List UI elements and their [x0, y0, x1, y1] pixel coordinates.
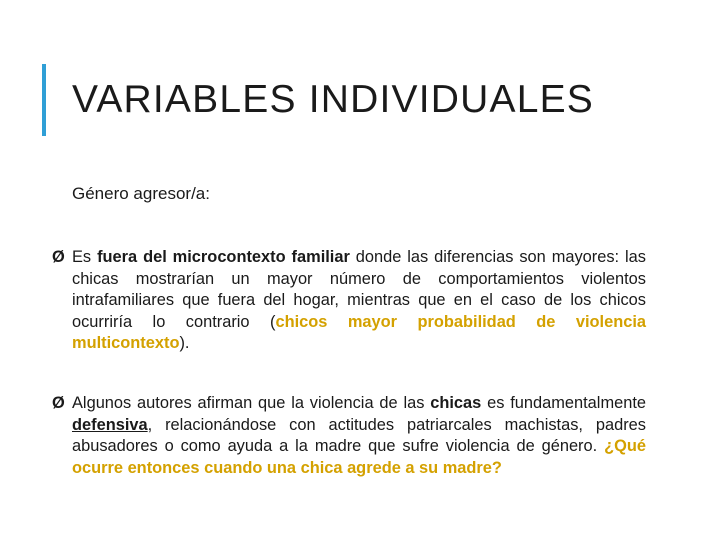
bullet-paragraph-1: [52, 247, 646, 355]
bullet-2-highlight-question: ¿Qué ocurre entonces cuando una chica agrede a su madre?: [72, 437, 646, 477]
bullet-1-emphasis: fuera del microcontexto familiar: [97, 248, 350, 266]
arrow-bullet-icon: Ø: [52, 394, 65, 412]
bullet-1-text-b: donde las diferencias son mayores: las chicas mostrarían un mayor número de comportamientos violentos intrafamiliares que fuera del hogar, mientras que en el caso de los chicos ocurriría lo contrario (: [72, 248, 646, 331]
arrow-bullet-icon: Ø: [52, 248, 65, 266]
slide-title: VARIABLES INDIVIDUALES: [72, 78, 595, 121]
bullet-2-text-a: Algunos autores afirman que la violencia de las: [72, 394, 431, 412]
bullet-paragraph-2: [52, 393, 646, 479]
bullet-2-text-c: , relacionándose con actitudes patriarcales machistas, padres abusadores o como ayuda a la madre que sufre violencia de género.: [72, 415, 646, 455]
section-subtitle: Género agresor/a:: [72, 184, 210, 203]
bullet-2-emphasis-chicas: chicas: [430, 394, 482, 412]
bullet-1-text-a: Es: [72, 248, 98, 266]
bullet-1-text-c: ).: [179, 334, 190, 352]
bullet-1-highlight: chicos mayor probabilidad de violencia multicontexto: [72, 312, 646, 352]
bullet-2-emphasis-defensiva: defensiva: [72, 415, 148, 434]
title-accent-bar: [42, 64, 46, 136]
bullet-2-text-b: es fundamentalmente: [481, 394, 646, 412]
